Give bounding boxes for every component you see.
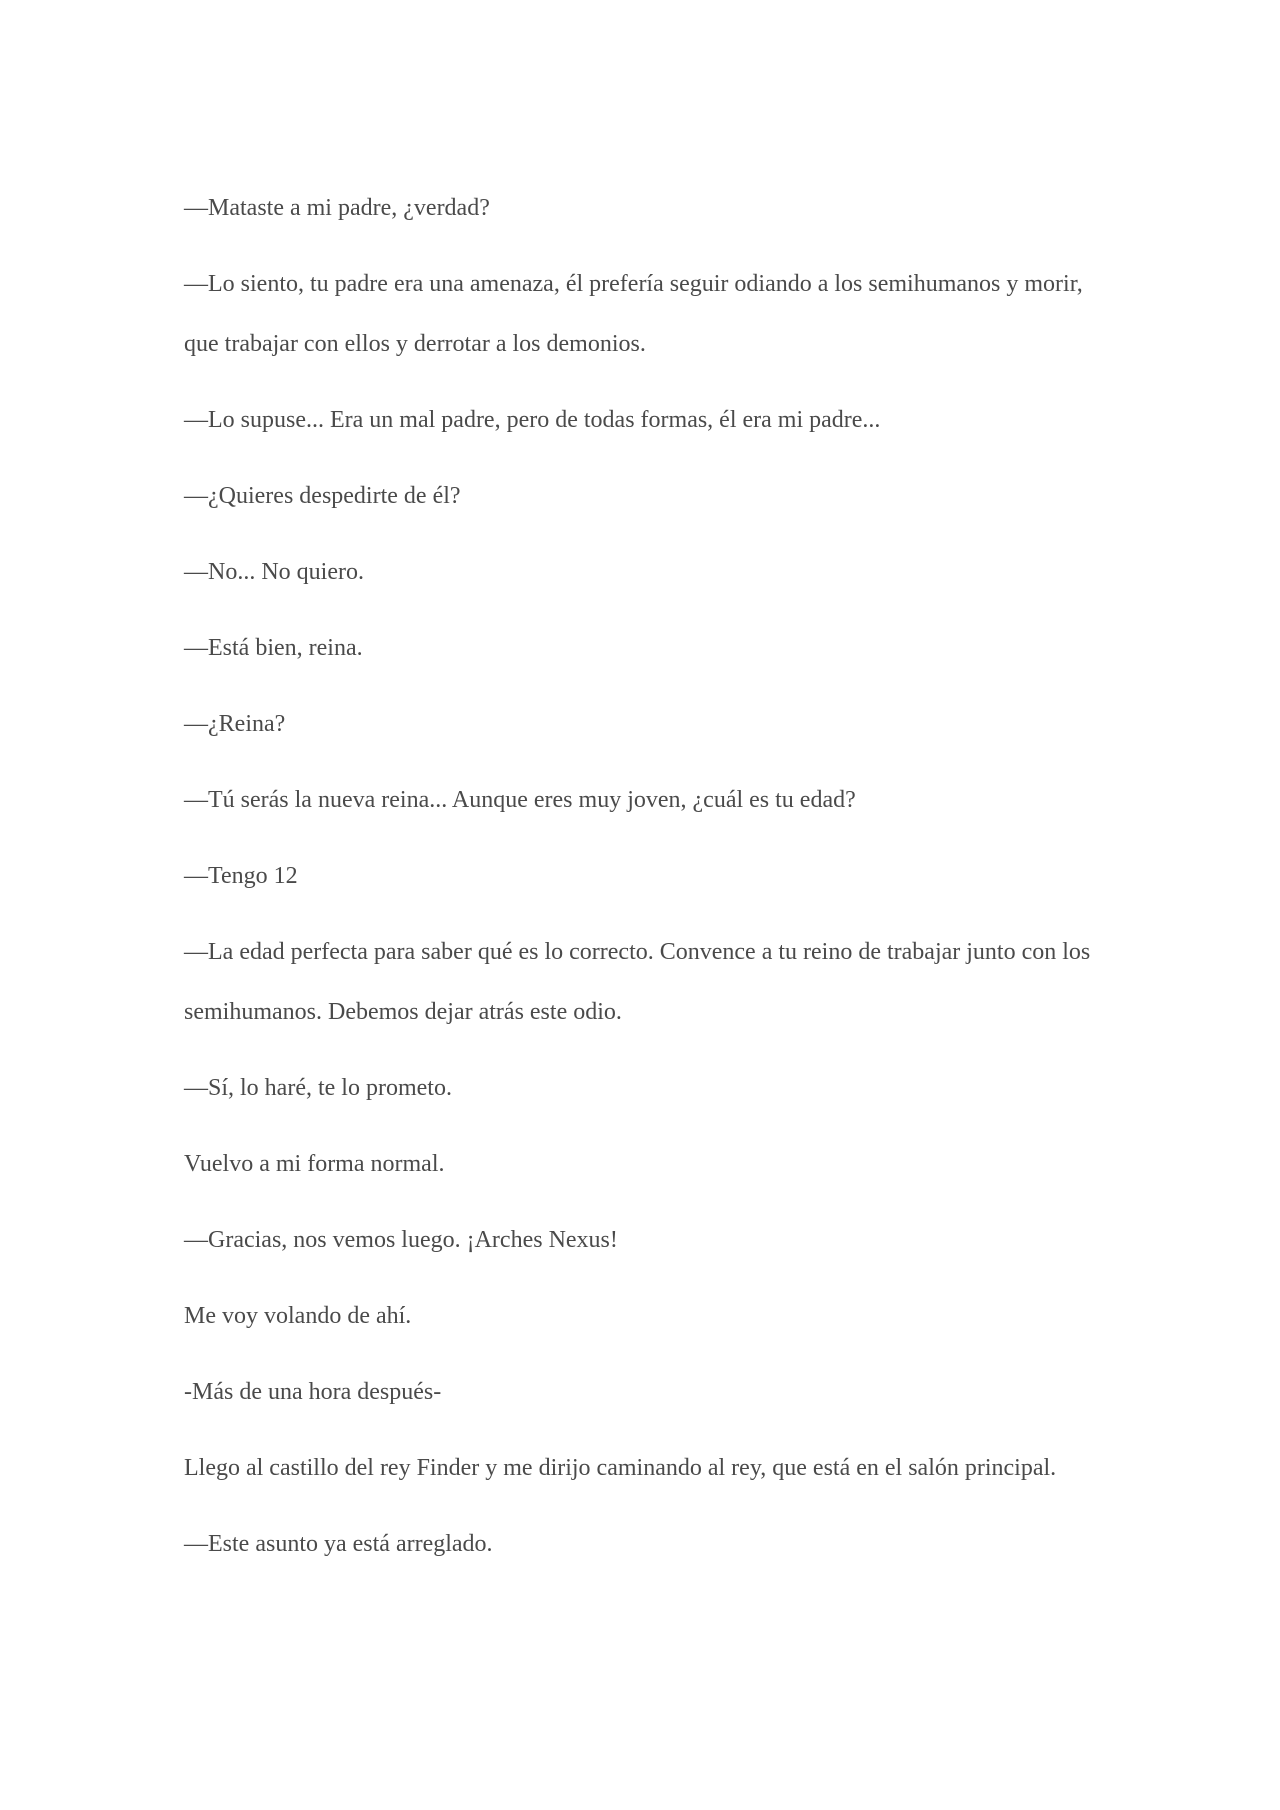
paragraph: —Lo siento, tu padre era una amenaza, él prefería seguir odiando a los semihumanos y morir, que trabajar con ellos y derrotar a los demonios. — [184, 271, 1083, 357]
paragraph: —No... No quiero. — [184, 559, 364, 585]
paragraph: —Mataste a mi padre, ¿verdad? — [184, 195, 490, 221]
paragraph: —Tengo 12 — [184, 863, 298, 889]
paragraph: —Está bien, reina. — [184, 635, 363, 661]
paragraph: —Este asunto ya está arreglado. — [184, 1531, 493, 1557]
paragraph: —Sí, lo haré, te lo prometo. — [184, 1075, 452, 1101]
paragraph: Llego al castillo del rey Finder y me dirijo caminando al rey, que está en el salón principal. — [184, 1455, 1057, 1481]
paragraph: Me voy volando de ahí. — [184, 1303, 412, 1329]
paragraph: —¿Reina? — [184, 711, 286, 737]
document-body — [184, 178, 1104, 1590]
paragraph: —¿Quieres despedirte de él? — [184, 483, 461, 509]
paragraph: —Gracias, nos vemos luego. ¡Arches Nexus! — [184, 1227, 618, 1253]
paragraph: -Más de una hora después- — [184, 1379, 442, 1405]
paragraph: —Tú serás la nueva reina... Aunque eres muy joven, ¿cuál es tu edad? — [184, 787, 856, 813]
paragraph: Vuelvo a mi forma normal. — [184, 1151, 445, 1177]
paragraph: —La edad perfecta para saber qué es lo correcto. Convence a tu reino de trabajar junto con los semihumanos. Debemos dejar atrás este odio. — [184, 939, 1091, 1025]
paragraph: —Lo supuse... Era un mal padre, pero de todas formas, él era mi padre... — [184, 407, 881, 433]
